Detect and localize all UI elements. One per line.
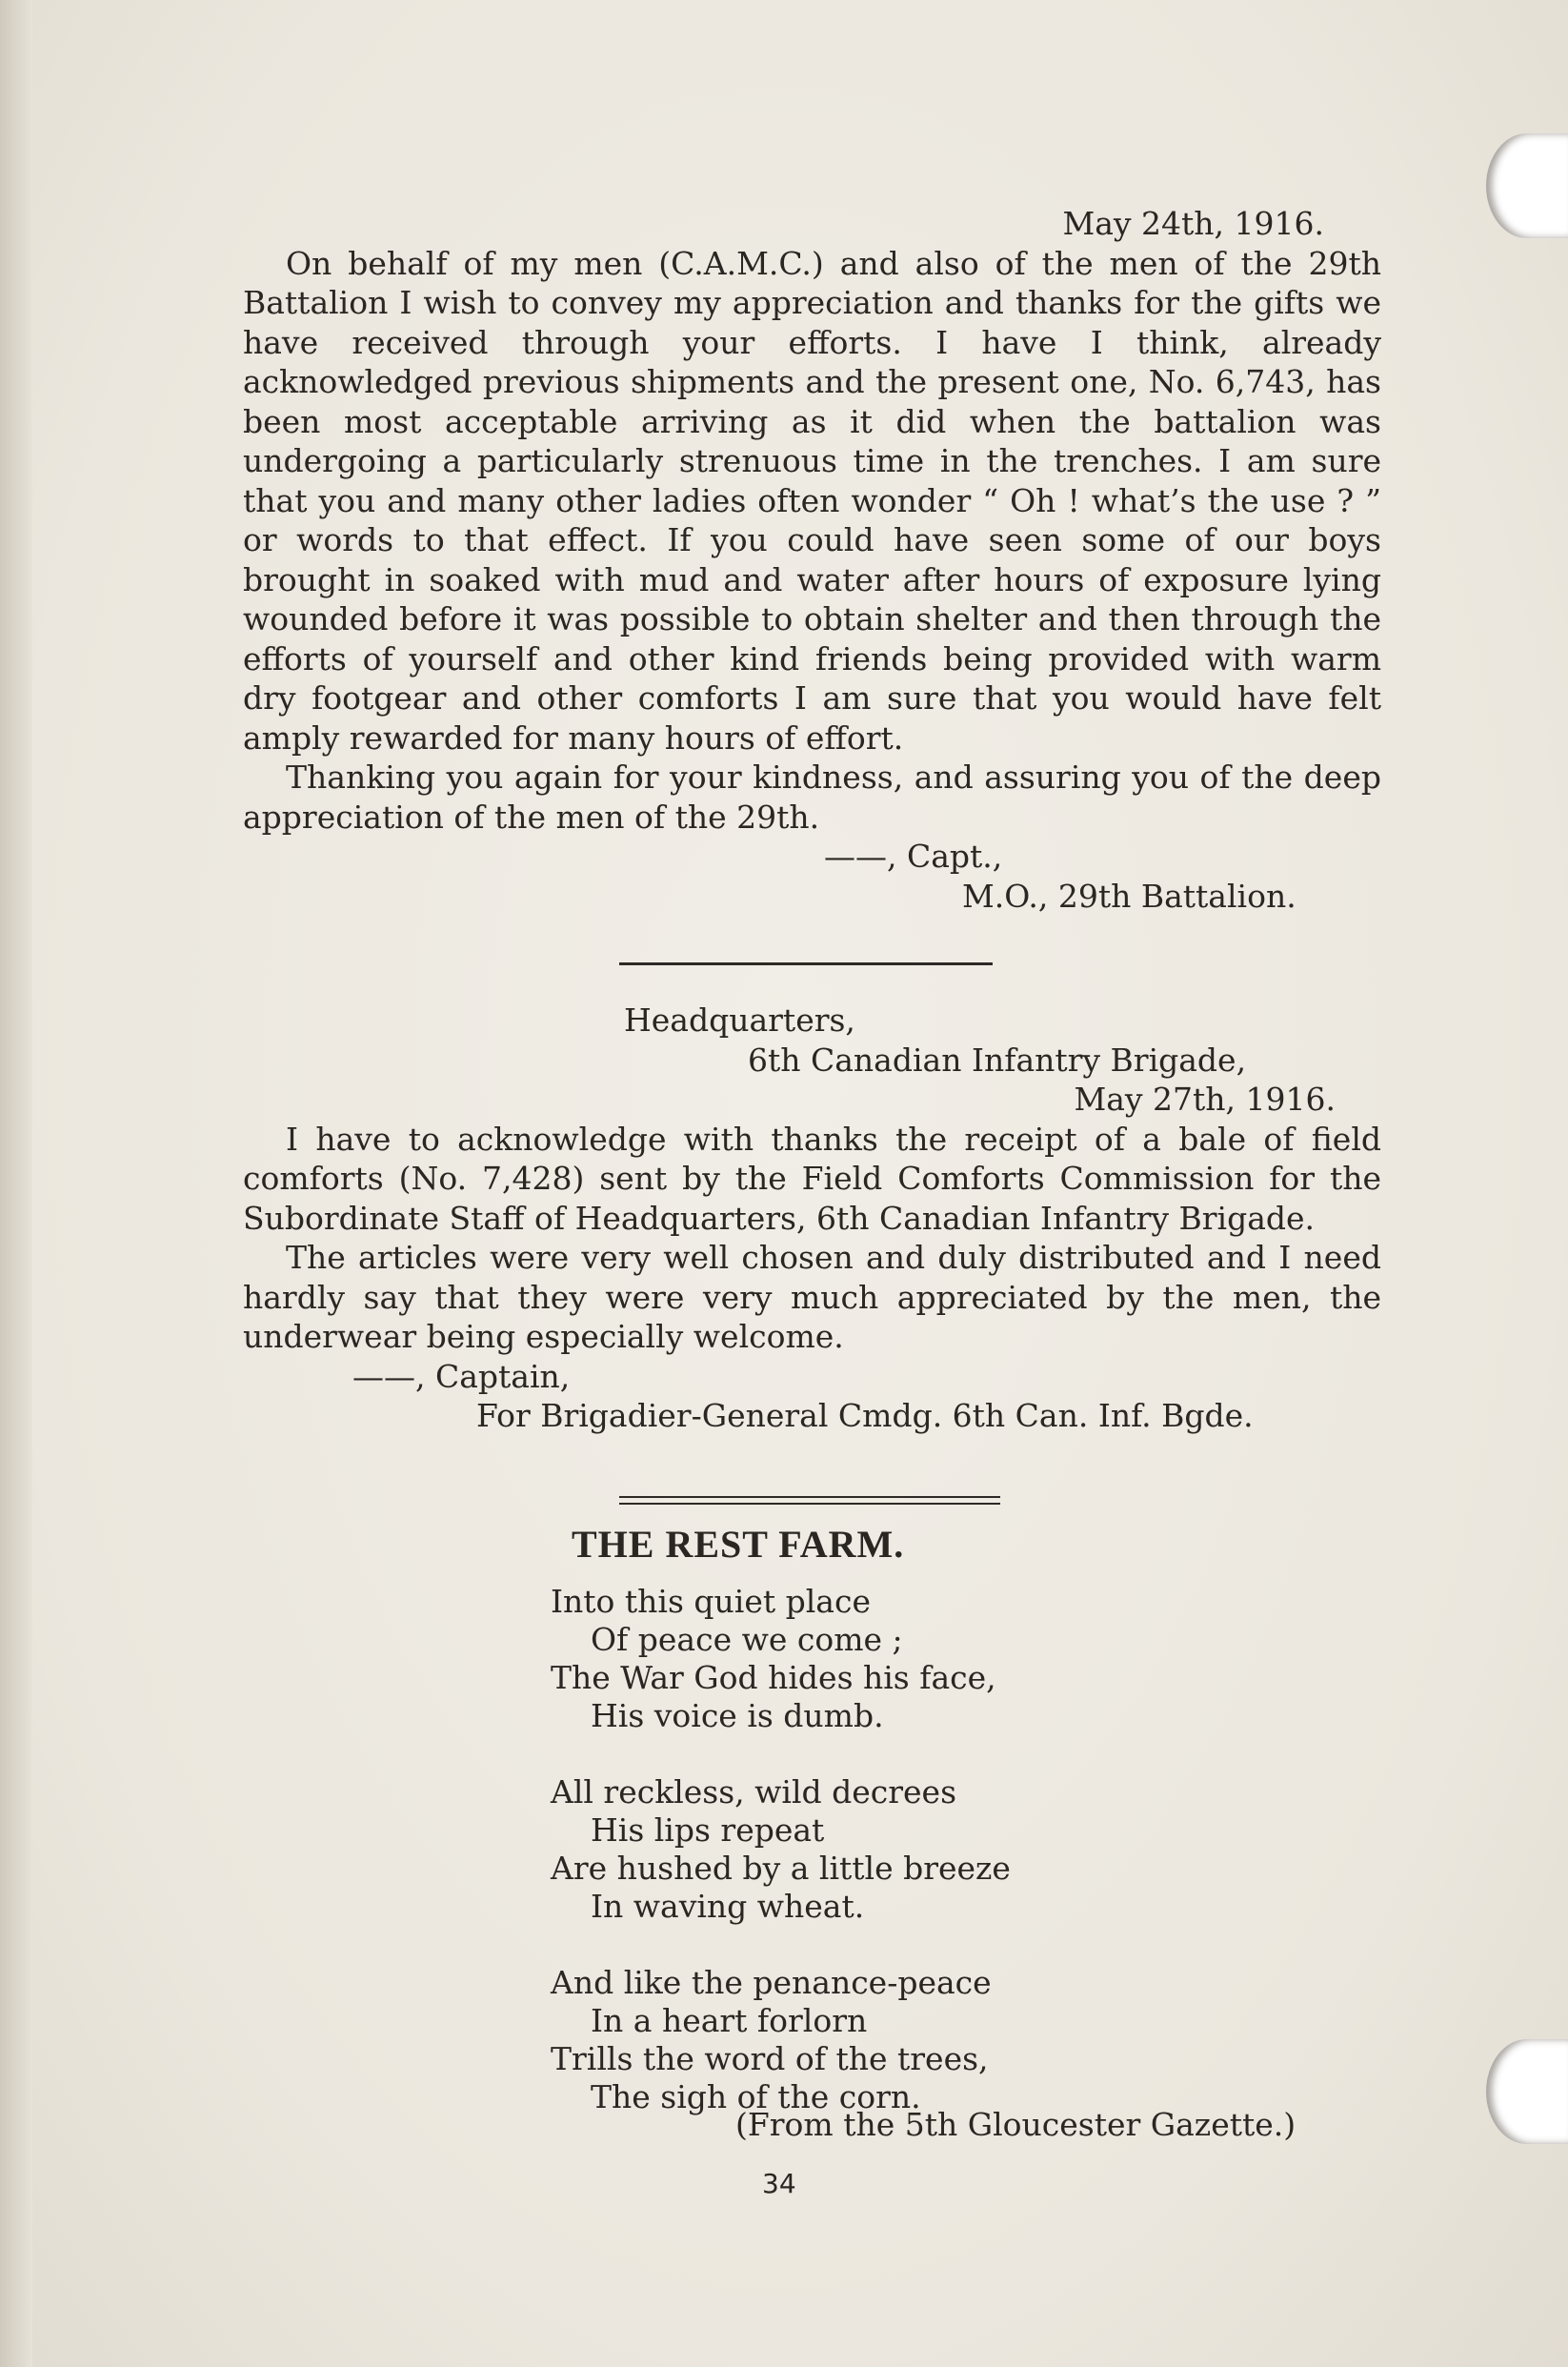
letter-2-heading-2: 6th Canadian Infantry Brigade, <box>748 1041 1247 1079</box>
letter-1-signature-title: M.O., 29th Battalion. <box>962 877 1297 915</box>
poem <box>551 1583 1370 2155</box>
poem-line: All reckless, wild decrees <box>551 1773 957 1811</box>
poem-line: Into this quiet place <box>551 1583 871 1620</box>
poem-line: Trills the word of the trees, <box>551 2040 989 2077</box>
poem-line: The War God hides his face, <box>551 1659 996 1696</box>
poem-line: His voice is dumb. <box>591 1697 884 1734</box>
punch-hole-bottom <box>1486 2039 1568 2144</box>
poem-title: THE REST FARM. <box>572 1523 905 1566</box>
letter-2-paragraph-1: I have to acknowledge with thanks the receipt of a bale of field comforts (No. 7,428) sent by the Field Comforts Commission for the Subordinate Staff of Headquarters, 6th Canadian Infantry Brigade. <box>243 1120 1381 1237</box>
letter-1-paragraph-2: Thanking you again for your kindness, and assuring you of the deep appreciation of the men of the 29th. <box>243 759 1381 836</box>
letter-2-heading-1: Headquarters, <box>624 1001 855 1039</box>
page-number: 34 <box>762 2168 796 2199</box>
divider-rule <box>619 962 993 965</box>
poem-stanza-2 <box>551 1773 1370 1926</box>
poem-source: (From the 5th Gloucester Gazette.) <box>735 2106 1297 2143</box>
poem-line: And like the penance-peace <box>551 1964 992 2001</box>
letter-1-paragraph-1: On behalf of my men (C.A.M.C.) and also of the men of the 29th Battalion I wish to convey my appreciation and thanks for the gifts we have received through your efforts. I have I think, already acknowledged previous shipments and the present one, No. 6,743, has been most acceptable arriving as it did when the battalion was undergoing a particularly strenuous time in the trenches. I am sure that you and many other ladies often wonder “ Oh ! what’s the use ? ” or words to that effect. If you could have seen some of our boys brought in soaked with mud and water after hours of exposure lying wounded before it was possible to obtain shelter and then through the efforts of yourself and other kind friends being provided with warm dry footgear and other comforts I am sure that you would have felt amply rewarded for many hours of effort. <box>243 244 1381 757</box>
letter-2-paragraph-2: The articles were very well chosen and duly distributed and I need hardly say that they were very much appreciated by the men, the underwear being especially welcome. <box>243 1239 1381 1355</box>
punch-hole-top <box>1486 133 1568 238</box>
letter-1-date: May 24th, 1916. <box>1062 205 1324 242</box>
letter-1 <box>243 204 1381 916</box>
poem-line: Are hushed by a little breeze <box>551 1850 1011 1887</box>
poem-line: Of peace we come ; <box>591 1621 903 1658</box>
double-rule-top <box>619 1496 1000 1498</box>
poem-line: The sigh of the corn. <box>591 2078 921 2115</box>
poem-line: In waving wheat. <box>591 1888 865 1925</box>
poem-stanza-3 <box>551 1964 1370 2116</box>
letter-2-date: May 27th, 1916. <box>1074 1081 1336 1118</box>
poem-line: In a heart forlorn <box>591 2002 868 2039</box>
poem-line: His lips repeat <box>591 1811 825 1849</box>
poem-stanza-1 <box>551 1583 1370 1735</box>
binding-edge <box>0 0 32 2367</box>
letter-2-signature-title: For Brigadier-General Cmdg. 6th Can. Inf. Bgde. <box>476 1397 1254 1434</box>
letter-2-signature: ——, Captain, <box>352 1357 571 1395</box>
double-rule-bottom <box>619 1503 1000 1505</box>
letter-2 <box>243 1001 1381 1436</box>
letter-1-signature: ——, Capt., <box>824 838 1003 875</box>
